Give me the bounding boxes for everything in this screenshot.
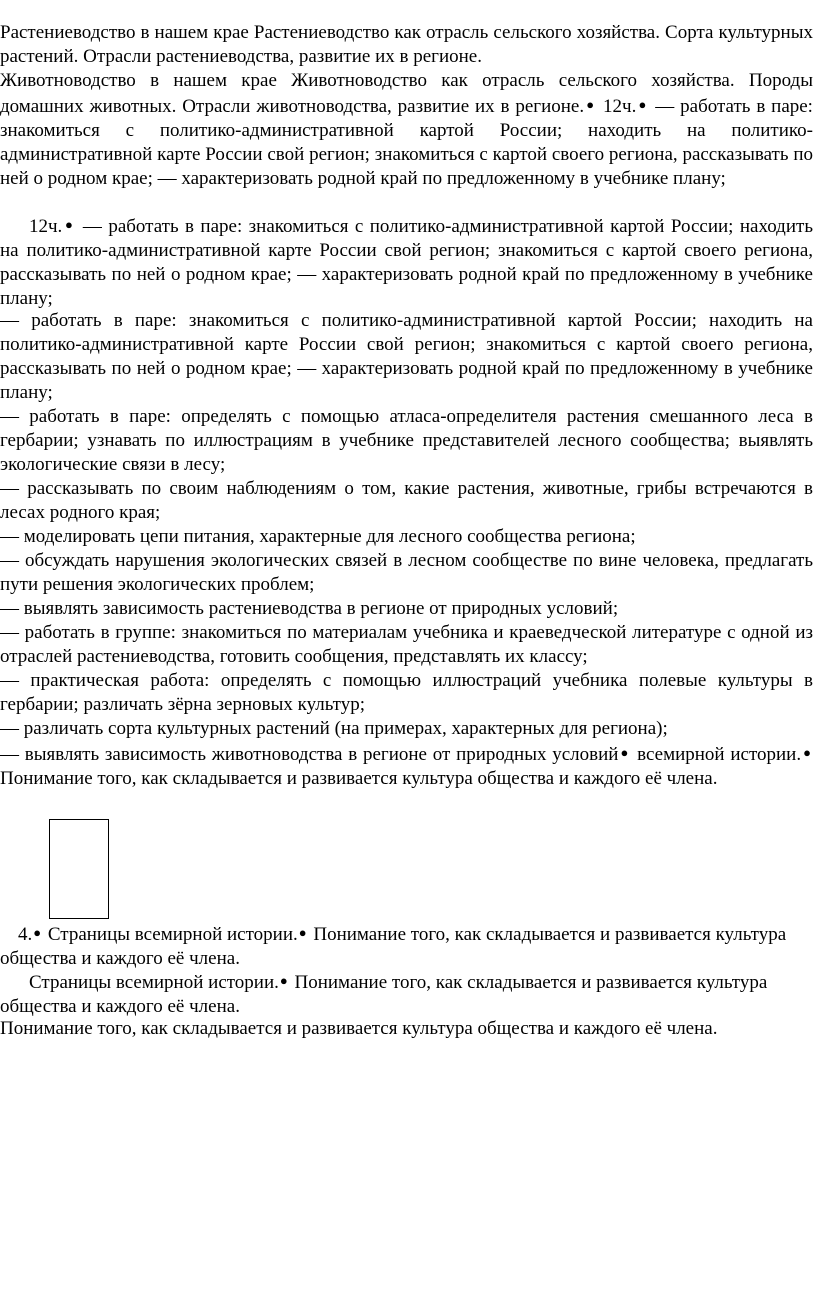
paragraph-text: — работать в паре: знакомиться с политико-административной картой России; находить на политико-административной карте России свой регион; знакомиться с картой своего региона, рассказывать по ней о родном крае; — характеризовать родной край по предложенному в учебнике плану; <box>0 216 813 309</box>
bullet-icon: ● <box>298 925 307 940</box>
paragraph-map-work-2 <box>0 309 813 405</box>
paragraph-crop-farming <box>0 21 813 69</box>
paragraph-world-history <box>0 969 813 1019</box>
paragraph-text: Понимание того, как складывается и развивается культура общества и каждого её члена. <box>0 1018 718 1039</box>
paragraph-livestock <box>0 69 813 191</box>
paragraph-text: — моделировать цепи питания, характерные для лесного сообщества региона; <box>0 526 636 547</box>
paragraph-text: — работать в группе: знакомиться по материалам учебника и краеведческой литературе с одной из отраслей растениеводства, готовить сообщения, представлять их классу; <box>0 622 813 667</box>
item-number: 4. <box>18 924 33 945</box>
paragraph-crop-dependency <box>0 597 813 621</box>
paragraph-forest-atlas <box>0 405 813 477</box>
paragraph-group-work <box>0 621 813 669</box>
paragraph-text: всемирной истории. <box>631 744 802 765</box>
paragraph-text: Понимание того, как складывается и развивается культура общества и каждого её члена. <box>0 768 718 789</box>
bullet-icon: ● <box>585 97 596 112</box>
paragraph-practical-work <box>0 669 813 717</box>
hours-label: 12ч. <box>29 216 63 237</box>
paragraph-text: Растениеводство в нашем крае Растениеводство как отрасль сельского хозяйства. Сорта культурных растений. Отрасли растениеводства, развитие их в регионе. <box>0 22 813 67</box>
bullet-icon: ● <box>802 745 811 760</box>
paragraph-world-history-4 <box>0 921 813 971</box>
paragraph-text: — работать в паре: знакомиться с политико-административной картой России; находить на политико-административной карте России свой регион; знакомиться с картой своего региона, рассказывать по ней о родном крае; — характеризовать родной край по предложенному в учебнике плану; <box>0 96 813 189</box>
paragraph-map-work <box>0 213 813 311</box>
hours-label: 12ч. <box>597 96 637 117</box>
paragraph-food-chains <box>0 525 813 549</box>
paragraph-text: — работать в паре: знакомиться с политико-административной картой России; находить на политико-административной карте России свой регион; знакомиться с картой своего региона, рассказывать по ней о родном крае; — характеризовать родной край по предложенному в учебнике плану; <box>0 310 813 403</box>
paragraph-forest-observations <box>0 477 813 525</box>
paragraph-text: — рассказывать по своим наблюдениям о том, какие растения, животные, грибы встречаются в лесах родного края; <box>0 478 813 523</box>
paragraph-text: — выявлять зависимость животноводства в регионе от природных условий <box>0 744 619 765</box>
paragraph-text: — практическая работа: определять с помощью иллюстраций учебника полевые культуры в гербарии; различать зёрна зерновых культур; <box>0 670 813 715</box>
paragraph-text: Животноводство в нашем крае Животноводство как отрасль сельского хозяйства. Породы домашних животных. Отрасли животноводства, развитие их в регионе. <box>0 70 813 117</box>
empty-frame <box>49 819 109 919</box>
paragraph-livestock-dependency <box>0 741 813 791</box>
paragraph-text: — работать в паре: определять с помощью атласа-определителя растения смешанного леса в гербарии; узнавать по иллюстрациям в учебнике представителей лесного сообщества; выявлять экологические связи в лесу; <box>0 406 813 475</box>
paragraph-text: Страницы всемирной истории. <box>43 924 298 945</box>
bullet-icon: ● <box>619 745 630 760</box>
paragraph-text: — выявлять зависимость растениеводства в регионе от природных условий; <box>0 598 619 619</box>
bullet-icon: ● <box>33 925 42 940</box>
paragraph-ecology <box>0 549 813 597</box>
bullet-icon: ● <box>279 973 288 988</box>
paragraph-culture <box>0 1017 813 1041</box>
paragraph-text: Понимание того, как складывается и развивается культура общества и каждого её члена. <box>0 924 787 969</box>
paragraph-text: — обсуждать нарушения экологических связей в лесном сообществе по вине человека, предлагать пути решения экологических проблем; <box>0 550 813 595</box>
bullet-icon: ● <box>63 217 75 232</box>
paragraph-text: Страницы всемирной истории. <box>29 972 279 993</box>
paragraph-text: — различать сорта культурных растений (на примерах, характерных для региона); <box>0 718 668 739</box>
paragraph-varieties <box>0 717 813 741</box>
bullet-icon: ● <box>637 97 648 112</box>
paragraph-text: Понимание того, как складывается и развивается культура общества и каждого её члена. <box>0 972 768 1017</box>
